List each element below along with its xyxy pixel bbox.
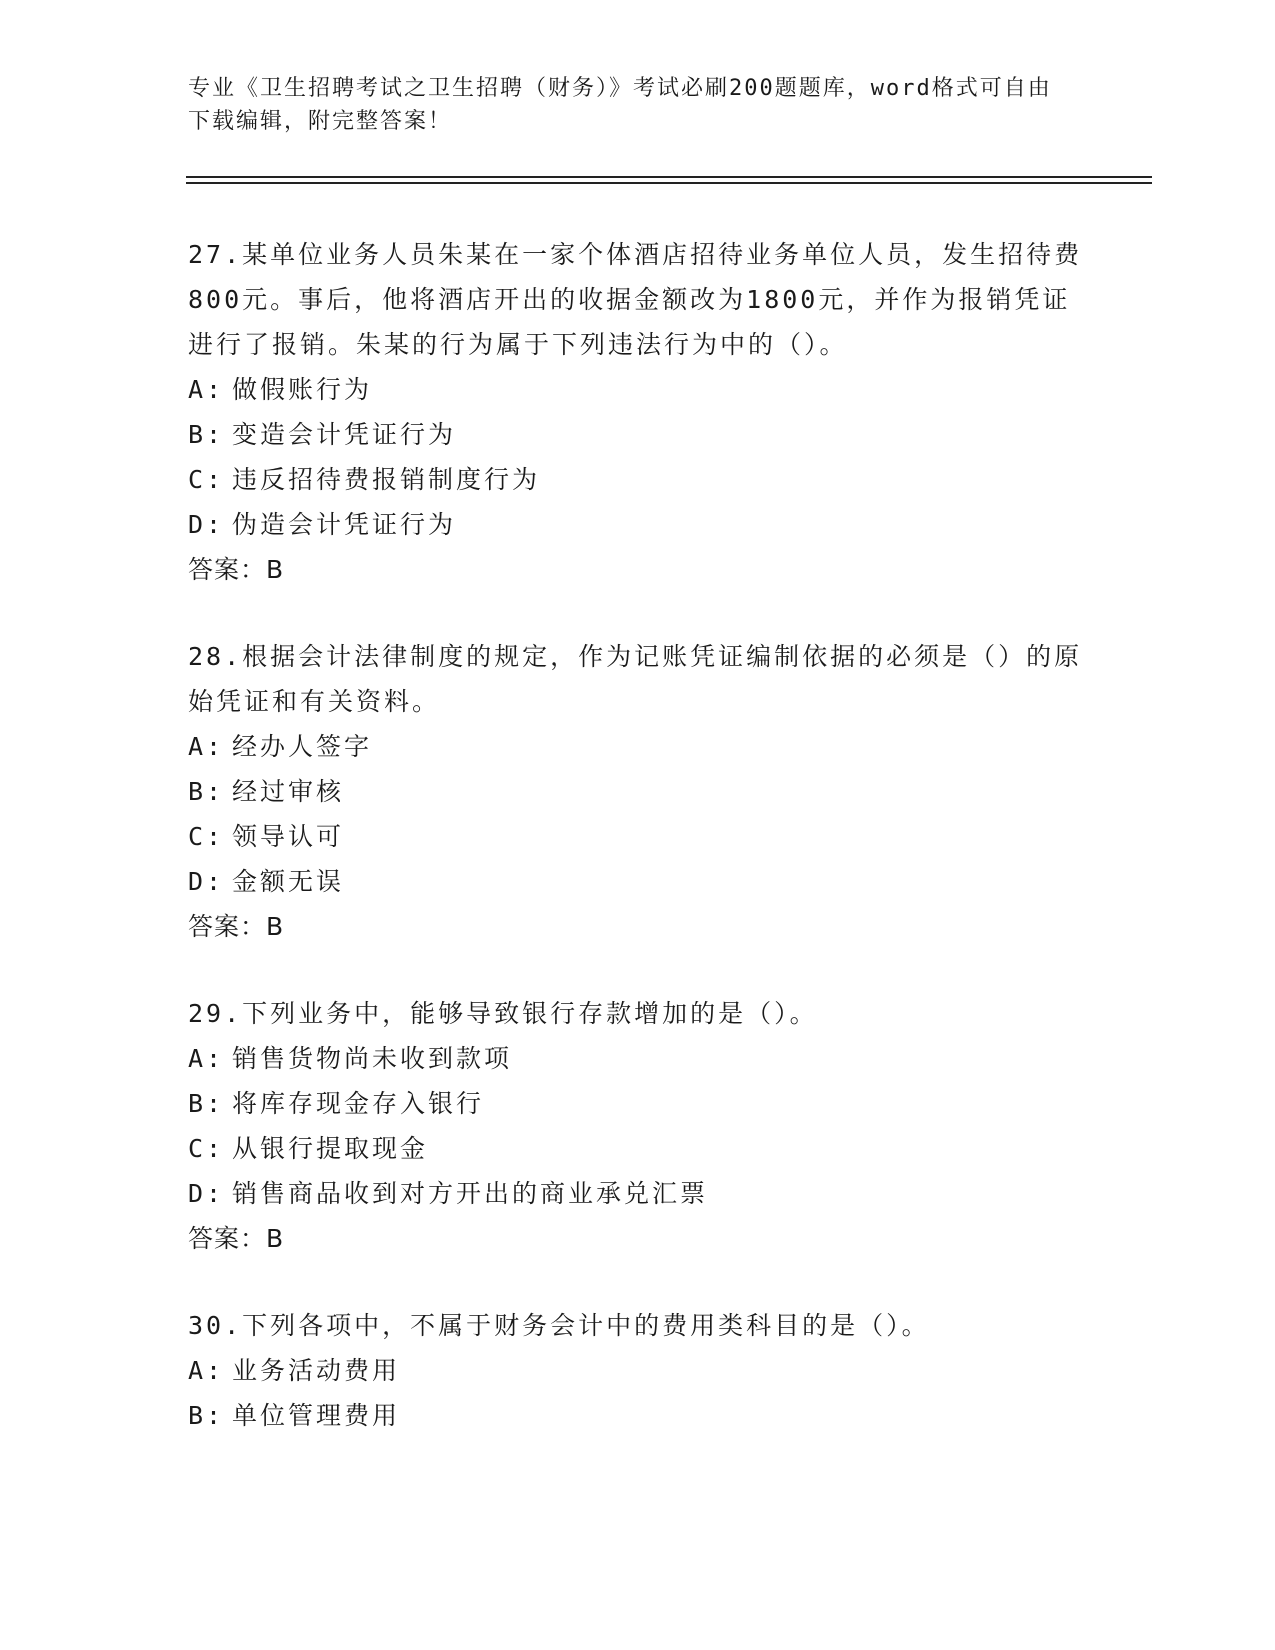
- option-text: 从银行提取现金: [232, 1134, 429, 1163]
- option-d: [188, 859, 1088, 904]
- option-b: [188, 1081, 1088, 1126]
- answer-line: 答案：B: [188, 1224, 285, 1253]
- option-a: [188, 367, 1088, 412]
- option-text: 金额无误: [232, 867, 345, 896]
- option-c: [188, 457, 1088, 502]
- question-list: [188, 232, 1088, 1480]
- option-text: 业务活动费用: [232, 1356, 401, 1385]
- option-letter: B:: [188, 1089, 225, 1118]
- option-text: 违反招待费报销制度行为: [232, 465, 541, 494]
- option-letter: C:: [188, 465, 225, 494]
- option-b: [188, 1393, 1088, 1438]
- question-stem: 30.下列各项中，不属于财务会计中的费用类科目的是（）。: [188, 1311, 930, 1340]
- option-letter: A:: [188, 375, 225, 404]
- option-letter: D:: [188, 1179, 225, 1208]
- option-letter: C:: [188, 1134, 225, 1163]
- header-divider-bottom: [186, 182, 1152, 184]
- option-text: 销售货物尚未收到款项: [232, 1044, 513, 1073]
- option-letter: A:: [188, 1044, 225, 1073]
- option-letter: D:: [188, 510, 225, 539]
- question-27: [188, 232, 1088, 592]
- option-letter: A:: [188, 732, 225, 761]
- option-b: [188, 769, 1088, 814]
- question-28: [188, 634, 1088, 949]
- option-letter: A:: [188, 1356, 225, 1385]
- answer-line: 答案：B: [188, 555, 285, 584]
- option-letter: D:: [188, 867, 225, 896]
- option-d: [188, 502, 1088, 547]
- option-a: [188, 1348, 1088, 1393]
- option-b: [188, 412, 1088, 457]
- option-letter: B:: [188, 777, 225, 806]
- question-stem: 27.某单位业务人员朱某在一家个体酒店招待业务单位人员，发生招待费800元。事后，他将酒店开出的收据金额改为1800元，并作为报销凭证进行了报销。朱某的行为属于下列违法行为中的（）。: [188, 240, 1083, 359]
- header-divider-top: [186, 176, 1152, 178]
- option-text: 单位管理费用: [232, 1401, 401, 1430]
- option-a: [188, 724, 1088, 769]
- option-letter: B:: [188, 1401, 225, 1430]
- option-a: [188, 1036, 1088, 1081]
- question-stem: 29.下列业务中，能够导致银行存款增加的是（）。: [188, 999, 818, 1028]
- option-letter: C:: [188, 822, 225, 851]
- option-text: 变造会计凭证行为: [232, 420, 457, 449]
- option-c: [188, 1126, 1088, 1171]
- option-letter: B:: [188, 420, 225, 449]
- option-text: 销售商品收到对方开出的商业承兑汇票: [232, 1179, 709, 1208]
- option-text: 做假账行为: [232, 375, 373, 404]
- option-text: 伪造会计凭证行为: [232, 510, 457, 539]
- option-c: [188, 814, 1088, 859]
- question-29: [188, 991, 1088, 1261]
- option-text: 经过审核: [232, 777, 345, 806]
- document-header: 专业《卫生招聘考试之卫生招聘（财务）》考试必刷200题题库，word格式可自由下载编辑，附完整答案！: [188, 76, 1052, 134]
- option-text: 领导认可: [232, 822, 345, 851]
- option-text: 经办人签字: [232, 732, 373, 761]
- question-stem: 28.根据会计法律制度的规定，作为记账凭证编制依据的必须是（）的原始凭证和有关资料。: [188, 642, 1083, 716]
- option-text: 将库存现金存入银行: [232, 1089, 485, 1118]
- answer-line: 答案：B: [188, 912, 285, 941]
- option-d: [188, 1171, 1088, 1216]
- question-30: [188, 1303, 1088, 1438]
